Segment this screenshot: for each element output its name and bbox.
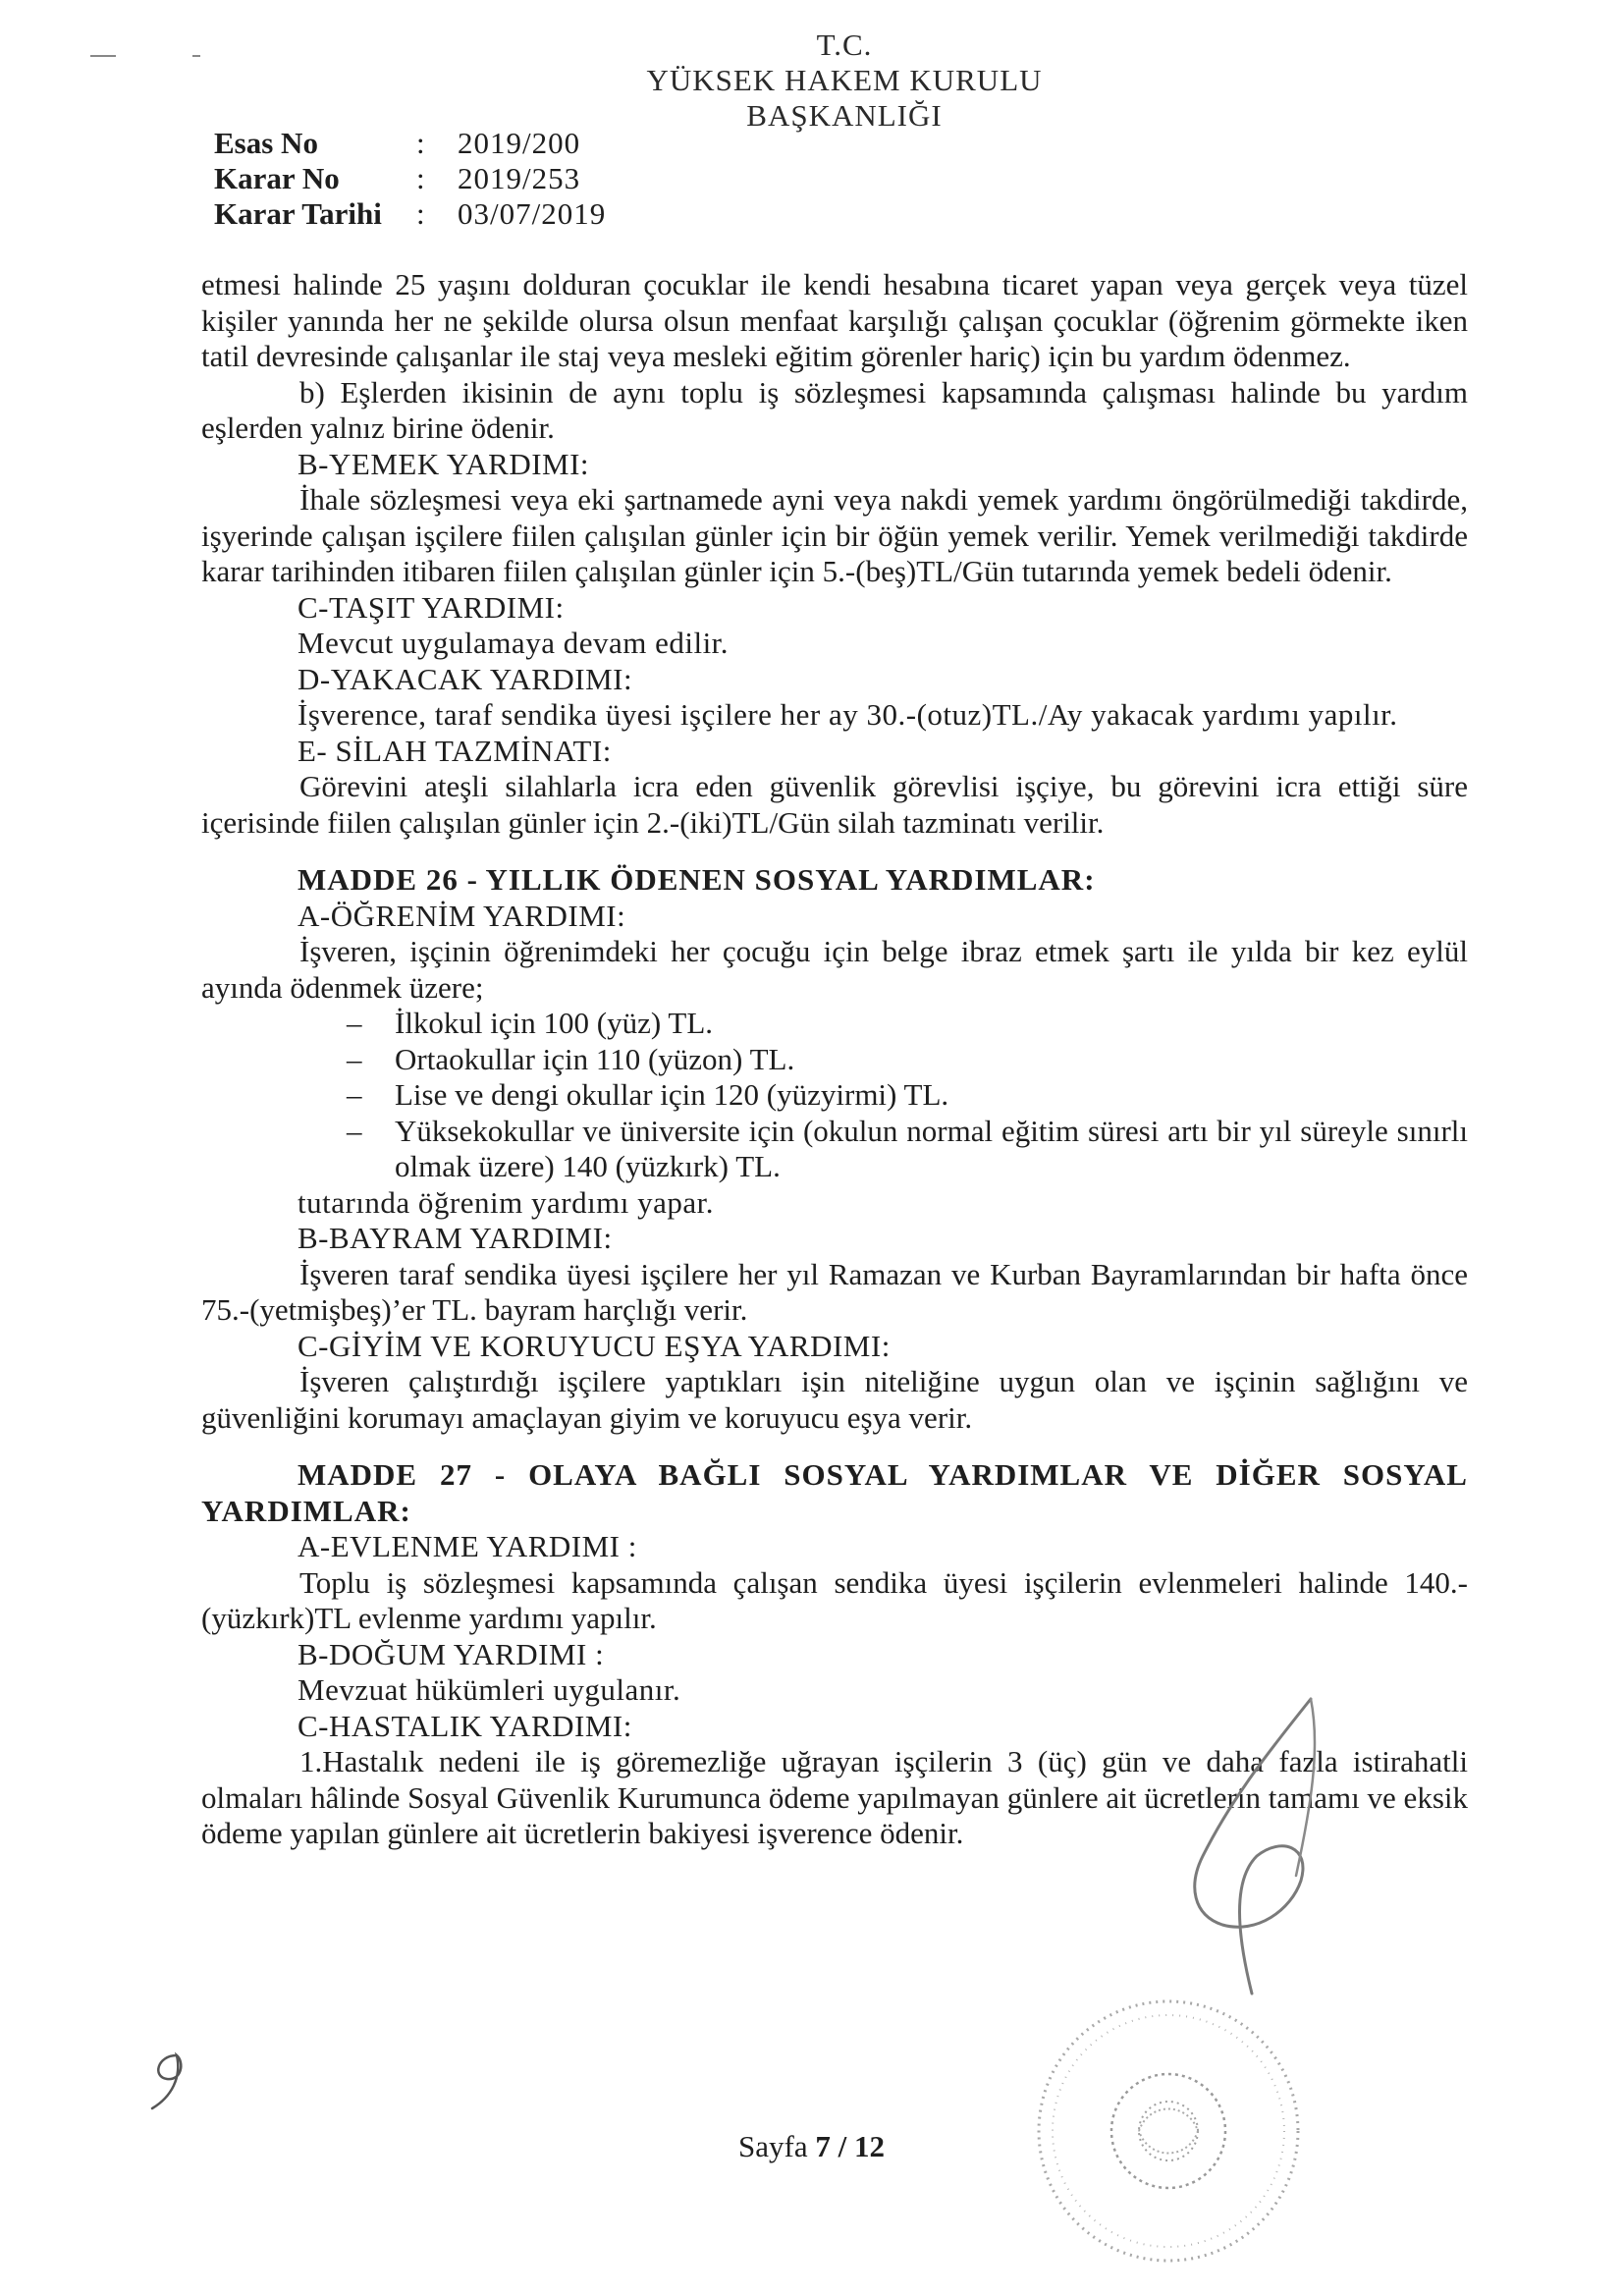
section-heading-tasit: C-TAŞIT YARDIMI:	[298, 589, 565, 625]
paragraph: Mevzuat hükümleri uygulanır.	[298, 1672, 681, 1707]
section-heading-giyim: C-GİYİM VE KORUYUCU EŞYA YARDIMI:	[298, 1328, 891, 1363]
karar-no-label: Karar No	[214, 161, 340, 195]
karar-tarihi-label: Karar Tarihi	[214, 196, 382, 231]
page-separator: /	[838, 2129, 847, 2163]
paragraph: tutarında öğrenim yardımı yapar.	[298, 1184, 715, 1220]
dash-bullet: –	[347, 1041, 362, 1076]
dash-bullet: –	[347, 1113, 362, 1148]
section-heading-ogrenim: A-ÖĞRENİM YARDIMI:	[298, 898, 626, 933]
page-label: Sayfa	[738, 2129, 808, 2163]
colon: :	[416, 161, 425, 195]
section-heading-silah: E- SİLAH TAZMİNATI:	[298, 733, 612, 768]
page-footer	[0, 2129, 1623, 2164]
section-heading-evlenme: A-EVLENME YARDIMI :	[298, 1529, 637, 1563]
esas-no-label: Esas No	[214, 126, 318, 160]
dash-bullet: –	[347, 1077, 362, 1112]
paragraph: İhale sözleşmesi veya eki şartnamede ayni veya nakdi yemek yardımı öngörülmediği takdirde, işyerinde çalışan işçilere fiilen çalışılan günler için bir öğün yemek verilir. Yemek verilmediği takdirde karar tarihinden itibaren fiilen çalışılan günler için 5.-(beş)TL/Gün tutarında yemek bedeli ödenir.	[201, 482, 1468, 588]
esas-no-row	[214, 126, 606, 161]
section-heading-yakacak: D-YAKACAK YARDIMI:	[298, 661, 633, 696]
paragraph: Mevcut uygulamaya devam edilir.	[298, 626, 730, 660]
document-body	[201, 267, 1468, 1852]
section-heading-hastalik: C-HASTALIK YARDIMI:	[298, 1708, 632, 1743]
paragraph: İşveren, işçinin öğrenimdeki her çocuğu için belge ibraz etmek şartı ile yılda bir kez eylül ayında ödenmek üzere;	[201, 934, 1468, 1005]
paragraph: İşveren taraf sendika üyesi işçilere her yıl Ramazan ve Kurban Bayramlarından bir hafta önce 75.-(yetmişbeş)’er TL. bayram harçlığı verir.	[201, 1256, 1468, 1327]
paragraph: b) Eşlerden ikisinin de aynı toplu iş sözleşmesi kapsamında çalışması halinde bu yardım eşlerden yalnız birine ödenir.	[201, 374, 1468, 445]
karar-no-row	[214, 161, 606, 196]
article-heading-26: MADDE 26 - YILLIK ÖDENEN SOSYAL YARDIMLAR:	[298, 862, 1096, 897]
institution-header	[589, 27, 1100, 134]
margin-initial-mark	[137, 2048, 196, 2116]
list-item: – İlkokul için 100 (yüz) TL.	[347, 1006, 714, 1040]
section-heading-yemek: B-YEMEK YARDIMI:	[298, 446, 590, 481]
karar-no-value: 2019/253	[458, 161, 581, 195]
section-heading-dogum: B-DOĞUM YARDIMI :	[298, 1636, 605, 1671]
scan-artifact	[192, 55, 200, 57]
esas-no-value: 2019/200	[458, 126, 581, 160]
colon: :	[416, 196, 425, 231]
paragraph: İşverence, taraf sendika üyesi işçilere her ay 30.-(otuz)TL./Ay yakacak yardımı yapılır.	[298, 697, 1398, 732]
case-info	[214, 126, 606, 232]
header-line-baskanlik: BAŞKANLIĞI	[746, 98, 943, 133]
list-item: – Ortaokullar için 110 (yüzon) TL.	[347, 1041, 795, 1076]
paragraph: 1.Hastalık nedeni ile iş göremezliğe uğrayan işçilerin 3 (üç) gün ve daha fazla istirahatli olmaları hâlinde Sosyal Güvenlik Kurumunca ödeme yapılmayan günlere ait ücretlerin tamamı ve eksik ödeme yapılan günlere ait ücretlerin bakiyesi işverence ödenir.	[201, 1744, 1468, 1850]
page-total: 12	[853, 2129, 885, 2163]
paragraph: İşveren çalıştırdığı işçilere yaptıkları işin niteliğine uygun olan ve işçinin sağlığını ve güvenliğini korumayı amaçlayan giyim ve koruyucu eşya verir.	[201, 1364, 1468, 1435]
handwritten-signature	[1163, 1689, 1350, 2003]
article-heading-27: MADDE 27 - OLAYA BAĞLI SOSYAL YARDIMLAR VE DİĞER SOSYAL YARDIMLAR:	[201, 1457, 1468, 1528]
colon: :	[416, 126, 425, 160]
section-heading-bayram: B-BAYRAM YARDIMI:	[298, 1221, 613, 1255]
dash-bullet: –	[347, 1006, 362, 1040]
list-item: – Lise ve dengi okullar için 120 (yüzyirmi) TL.	[347, 1077, 949, 1112]
list-item: – Yüksekokullar ve üniversite için (okulun normal eğitim süresi artı bir yıl süreyle sınırlı olmak üzere) 140 (yüzkırk) TL.	[347, 1113, 1468, 1183]
paragraph: etmesi halinde 25 yaşını dolduran çocuklar ile kendi hesabına ticaret yapan veya gerçek veya tüzel kişiler yanında her ne şekilde olursa olsun menfaat karşılığı çalışan çocuklar (öğrenim görmekte iken tatil devresinde çalışanlar ile staj veya mesleki eğitim görenler hariç) için bu yardım ödenmez.	[201, 267, 1468, 373]
page-current: 7	[815, 2129, 831, 2163]
scan-artifact	[90, 55, 116, 57]
education-aid-list	[201, 1006, 1468, 1185]
header-line-kurul: YÜKSEK HAKEM KURULU	[646, 63, 1043, 97]
header-line-tc: T.C.	[816, 27, 873, 62]
karar-tarihi-value: 03/07/2019	[458, 196, 607, 231]
paragraph: Görevini ateşli silahlarla icra eden güvenlik görevlisi işçiye, bu görevini icra ettiği süre içerisinde fiilen çalışılan günler için 2.-(iki)TL/Gün silah tazminatı verilir.	[201, 769, 1468, 840]
paragraph: Toplu iş sözleşmesi kapsamında çalışan sendika üyesi işçilerin evlenmeleri halinde 140.-(yüzkırk)TL evlenme yardımı yapılır.	[201, 1564, 1468, 1635]
karar-tarihi-row	[214, 196, 606, 232]
